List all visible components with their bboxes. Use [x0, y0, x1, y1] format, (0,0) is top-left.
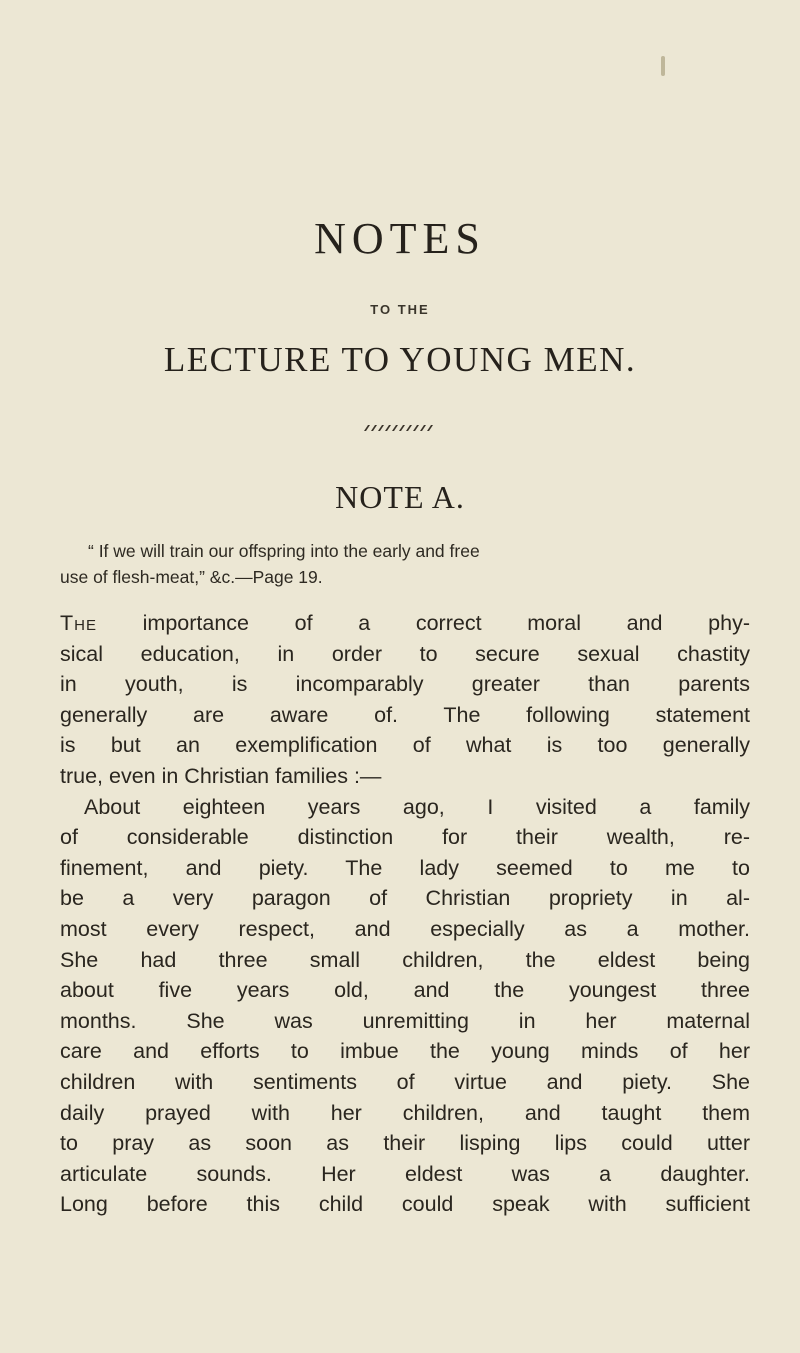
text-line [60, 608, 750, 639]
text-line: in youth, is incomparably greater than parents [60, 672, 750, 697]
section-heading: LECTURE TO YOUNG MEN. [163, 340, 637, 379]
note-title: NOTE A. [335, 479, 465, 515]
body-paragraph [60, 608, 750, 1220]
decorative-rule-icon [0, 420, 800, 438]
text-line: daily prayed with her children, and taught them [60, 1100, 750, 1125]
text-line: is but an exemplification of what is too generally [60, 733, 750, 758]
drop-word: The [60, 611, 97, 635]
quote-line: use of flesh-meat,” &c.—Page 19. [60, 567, 323, 587]
text-line: sical education, in order to secure sexual chastity [60, 641, 750, 666]
note-quote [60, 538, 748, 590]
text-line: finement, and piety. The lady seemed to me to [60, 855, 750, 880]
text-line: true, even in Christian families :— [60, 763, 382, 788]
text-line: generally are aware of. The following statement [60, 702, 750, 727]
subtitle: TO THE [370, 302, 430, 317]
text-line: Long before this child could speak with sufficient [60, 1192, 750, 1217]
text-line-rest: importance of a correct moral and phy- [96, 611, 750, 635]
text-line: children with sentiments of virtue and piety. She [60, 1069, 750, 1094]
text-line: About eighteen years ago, I visited a family [84, 794, 750, 819]
text-line: months. She was unremitting in her maternal [60, 1008, 750, 1033]
text-line: She had three small children, the eldest being [60, 947, 750, 972]
text-line: most every respect, and especially as a mother. [60, 916, 750, 941]
page-title: NOTES [314, 214, 486, 263]
text-line: care and efforts to imbue the young minds of her [60, 1039, 750, 1064]
quote-line: “ If we will train our offspring into the early and free [88, 541, 480, 561]
text-line: about five years old, and the youngest three [60, 978, 750, 1003]
text-line: to pray as soon as their lisping lips could utter [60, 1131, 750, 1156]
text-line: be a very paragon of Christian propriety in al- [60, 886, 750, 911]
paper-blemish [661, 56, 665, 76]
text-line: of considerable distinction for their wealth, re- [60, 825, 750, 850]
text-line: articulate sounds. Her eldest was a daughter. [60, 1161, 750, 1186]
